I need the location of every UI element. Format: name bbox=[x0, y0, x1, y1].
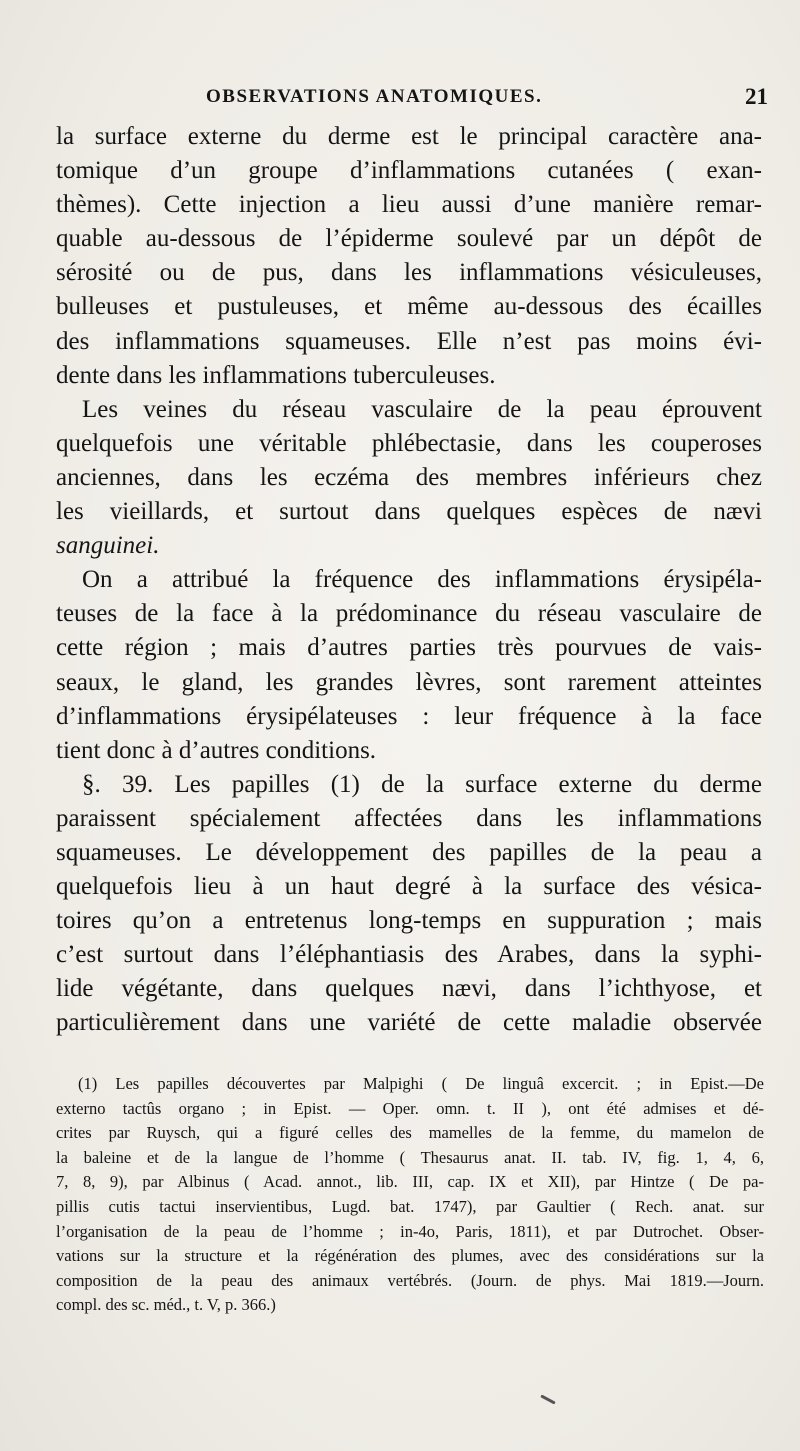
footnote-line: 7, 8, 9), par Albinus ( Acad. annot., lib. III, cap. IX et XII), par Hintze ( De pa- bbox=[56, 1172, 764, 1192]
footnote-line: compl. des sc. méd., t. V, p. 366.) bbox=[56, 1295, 276, 1315]
body-line: les vieillards, et surtout dans quelques espèces de nævi bbox=[56, 498, 762, 526]
body-line: On a attribué la fréquence des inflammations érysipéla- bbox=[82, 566, 762, 594]
body-line: quelquefois lieu à un haut degré à la surface des vésica- bbox=[56, 873, 762, 901]
footnotes bbox=[56, 1072, 764, 1318]
body-line: particulièrement dans une variété de cette maladie observée bbox=[56, 1009, 762, 1037]
body-line: c’est surtout dans l’éléphantiasis des Arabes, dans la syphi- bbox=[56, 941, 762, 969]
body-line: bulleuses et pustuleuses, et même au-dessous des écailles bbox=[56, 293, 762, 321]
running-title: OBSERVATIONS ANATOMIQUES. bbox=[206, 86, 543, 107]
body-line: teuses de la face à la prédominance du réseau vasculaire de bbox=[56, 600, 762, 628]
body-line: sanguinei. bbox=[56, 532, 160, 560]
footnote-line: vations sur la structure et la régénération des plumes, avec des considérations sur la bbox=[56, 1246, 764, 1266]
body-line: seaux, le gland, les grandes lèvres, sont rarement atteintes bbox=[56, 668, 762, 696]
body-line: §. 39. Les papilles (1) de la surface externe du derme bbox=[82, 770, 762, 798]
body-line: tient donc à d’autres conditions. bbox=[56, 736, 377, 764]
body-line: anciennes, dans les eczéma des membres inférieurs chez bbox=[56, 463, 762, 491]
body-text bbox=[56, 120, 762, 1041]
body-line: quelquefois une véritable phlébectasie, dans les couperoses bbox=[56, 429, 762, 457]
body-line: d’inflammations érysipélateuses : leur fréquence à la face bbox=[56, 702, 762, 730]
body-line: paraissent spécialement affectées dans les inflammations bbox=[56, 804, 762, 832]
body-line: des inflammations squameuses. Elle n’est pas moins évi- bbox=[56, 327, 762, 355]
body-line: squameuses. Le développement des papilles de la peau a bbox=[56, 838, 762, 866]
body-line: toires qu’on a entretenus long-temps en suppuration ; mais bbox=[56, 907, 762, 935]
body-line: Les veines du réseau vasculaire de la peau éprouvent bbox=[82, 395, 762, 423]
body-line: dente dans les inflammations tuberculeuses. bbox=[56, 361, 496, 389]
footnote-line: externo tactûs organo ; in Epist. — Oper. omn. t. II ), ont été admises et dé- bbox=[56, 1098, 764, 1118]
footnote-line: composition de la peau des animaux vertébrés. (Journ. de phys. Mai 1819.—Journ. bbox=[56, 1270, 764, 1290]
footnote-line: l’organisation de la peau de l’homme ; in-4o, Paris, 1811), et par Dutrochet. Obser- bbox=[56, 1221, 764, 1241]
footnote-line: (1) Les papilles découvertes par Malpighi ( De linguâ excercit. ; in Epist.—De bbox=[78, 1074, 764, 1093]
body-line: tomique d’un groupe d’inflammations cutanées ( exan- bbox=[56, 157, 762, 185]
body-line: thèmes). Cette injection a lieu aussi d’une manière remar- bbox=[56, 191, 762, 219]
body-line: sérosité ou de pus, dans les inflammations vésiculeuses, bbox=[56, 259, 762, 287]
footnote-line: crites par Ruysch, qui a figuré celles des mamelles de la femme, du mamelon de bbox=[56, 1123, 764, 1143]
body-line: cette région ; mais d’autres parties très pourvues de vais- bbox=[56, 634, 762, 662]
body-line: la surface externe du derme est le principal caractère ana- bbox=[56, 123, 762, 150]
body-line: lide végétante, dans quelques nævi, dans l’ichthyose, et bbox=[56, 975, 762, 1003]
page-number: 21 bbox=[745, 84, 768, 109]
paper-speck bbox=[540, 1394, 556, 1404]
body-line: quable au-dessous de l’épiderme soulevé par un dépôt de bbox=[56, 225, 762, 253]
footnote-line: la baleine et de la langue de l’homme ( Thesaurus anat. II. tab. IV, fig. 1, 4, 6, bbox=[56, 1147, 764, 1167]
footnote-line: pillis cutis tactui inservientibus, Lugd. bat. 1747), par Gaultier ( Rech. anat. sur bbox=[56, 1196, 764, 1216]
page-header bbox=[56, 86, 768, 116]
